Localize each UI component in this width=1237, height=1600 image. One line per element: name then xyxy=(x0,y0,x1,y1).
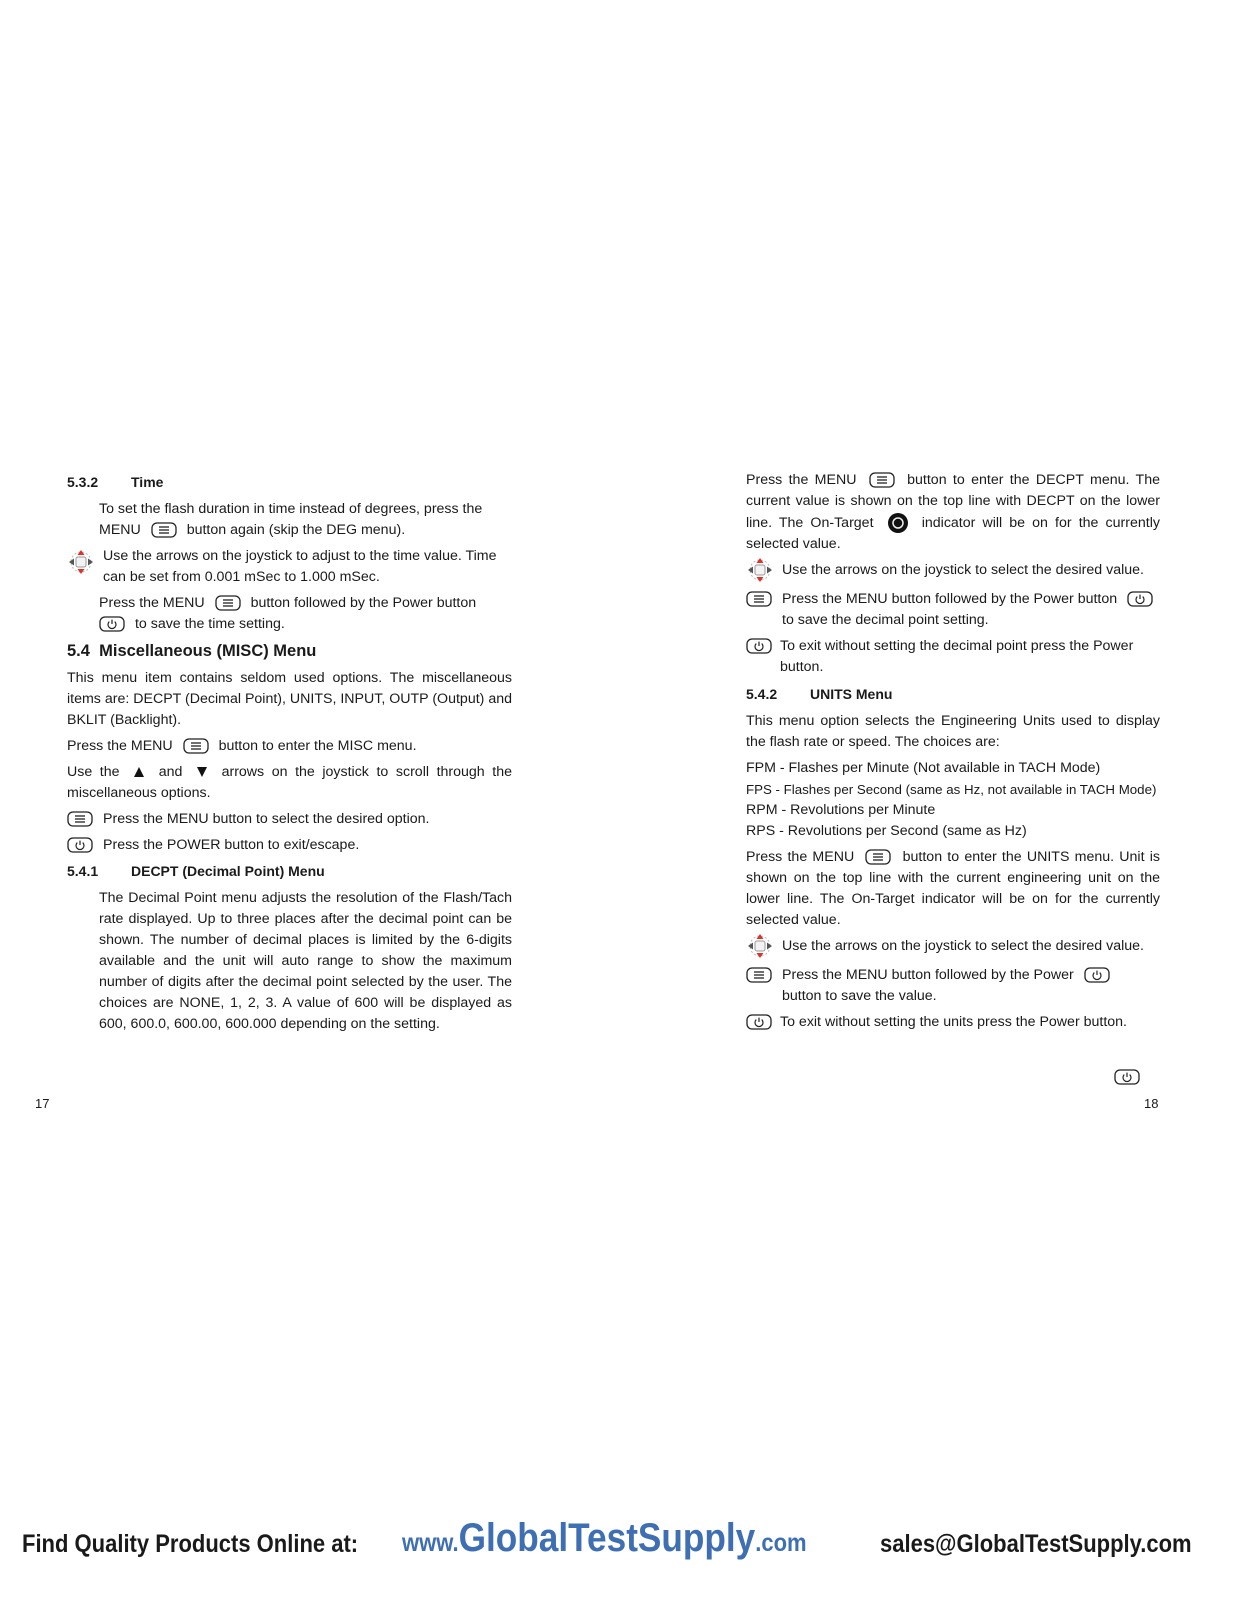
section-number: 5.4.1 xyxy=(67,863,99,879)
menu-save-text-1: Press the MENU button followed by the Power xyxy=(782,967,1074,983)
power-exit-instruction xyxy=(746,1012,1160,1033)
section-5-4-2-heading xyxy=(746,684,1160,705)
menu-button-icon xyxy=(151,522,177,538)
section-title: Time xyxy=(131,474,164,490)
menu-save-text xyxy=(782,589,1160,631)
website-link[interactable] xyxy=(402,1516,807,1561)
time-text-2: MENU xyxy=(99,522,141,538)
save-text-2: button followed by the Power button xyxy=(250,595,477,611)
right-page xyxy=(746,470,1160,1038)
section-5-3-2-heading xyxy=(67,472,512,493)
scroll-text-1: Use the xyxy=(67,764,120,780)
power-exit-instruction xyxy=(67,835,512,856)
power-exit-text: Press the POWER button to exit/escape. xyxy=(103,837,360,853)
menu-button-icon xyxy=(67,811,93,827)
menu-save-text xyxy=(782,965,1160,1007)
menu-save-instruction xyxy=(746,589,1160,631)
decpt-paragraph: The Decimal Point menu adjusts the resolution of the Flash/Tach rate displayed. Up to three places after the decimal point can be shown. The number of decimal places is limited by the 6-digits available and the unit will auto range to show the maximum number of digits after the decimal point selected by the user. The choices are NONE, 1, 2, 3. A value of 600 will be displayed as 600, 600.0, 600.00, 600.000 depending on the setting. xyxy=(99,890,512,1032)
enter-decpt-text-1: Press the MENU xyxy=(746,472,857,488)
enter-units-paragraph xyxy=(746,847,1160,931)
menu-select-text: Press the MENU button to select the desired option. xyxy=(103,811,430,827)
power-button-icon xyxy=(1127,591,1153,607)
scroll-paragraph xyxy=(67,762,512,804)
section-title: UNITS Menu xyxy=(810,686,893,702)
scroll-text-3: arrows on the joystick to scroll through the miscellaneous options. xyxy=(67,764,512,801)
enter-misc-paragraph xyxy=(67,736,512,757)
page-number-right: 18 xyxy=(1144,1096,1159,1111)
enter-misc-text-1: Press the MENU xyxy=(67,738,173,754)
misc-intro-paragraph: This menu item contains seldom used options. The miscellaneous items are: DECPT (Decimal Point), UNITS, INPUT, OUTP (Output) and BKLIT (Backlight). xyxy=(67,670,512,728)
joystick-icon xyxy=(67,548,95,576)
email-link[interactable]: sales@GlobalTestSupply.com xyxy=(880,1530,1192,1558)
section-5-4-heading xyxy=(67,641,512,662)
list-item: RPS - Revolutions per Second (same as Hz) xyxy=(746,823,1027,839)
joystick-text: Use the arrows on the joystick to select the desired value. xyxy=(782,938,1144,954)
section-number: 5.4 xyxy=(67,642,90,660)
section-number: 5.3.2 xyxy=(67,474,99,490)
section-5-4-1-heading xyxy=(67,861,512,882)
enter-units-text-1: Press the MENU xyxy=(746,849,855,865)
power-exit-text: To exit without setting the decimal point press the Power button. xyxy=(780,638,1134,675)
menu-select-instruction xyxy=(67,809,512,830)
on-target-indicator-icon xyxy=(887,512,909,534)
footer-label: Find Quality Products Online at: xyxy=(22,1530,359,1558)
time-text-1: To set the flash duration in time instead of degrees, press the xyxy=(99,501,483,517)
list-item: FPM - Flashes per Minute (Not available in TACH Mode) xyxy=(746,760,1101,776)
menu-save-instruction xyxy=(746,965,1160,1007)
save-time-paragraph xyxy=(99,593,512,635)
joystick-text: Use the arrows on the joystick to adjust to the time value. Time can be set from 0.001 mSec to 1.000 mSec. xyxy=(103,548,497,585)
enter-decpt-text-3: indicator will be on for the currently selected value. xyxy=(746,514,1160,552)
enter-decpt-text-2: button to enter the DECPT menu. The current value is shown on the top line with DECPT on the lower line. The On-Target xyxy=(746,472,1160,531)
power-button-icon xyxy=(746,638,772,654)
menu-button-icon xyxy=(865,849,891,865)
site-name: GlobalTestSupply xyxy=(458,1516,756,1560)
save-text-1: Press the MENU xyxy=(99,595,205,611)
enter-units-text-2: button to enter the UNITS menu. Unit is shown on the top line with the current engineering unit on the lower line. The On-Target indicator will be on for the currently selected value. xyxy=(746,849,1160,928)
list-item: RPM - Revolutions per Minute xyxy=(746,802,936,818)
left-page xyxy=(67,470,512,1040)
site-prefix: www. xyxy=(402,1529,459,1557)
joystick-instruction xyxy=(746,560,1160,584)
down-arrow-icon xyxy=(196,766,208,778)
enter-decpt-paragraph xyxy=(746,470,1160,555)
menu-button-icon xyxy=(215,595,241,611)
menu-button-icon xyxy=(183,738,209,754)
power-button-icon xyxy=(1114,1069,1140,1085)
list-item: FPS - Flashes per Second (same as Hz, not available in TACH Mode) xyxy=(746,782,1157,797)
joystick-instruction xyxy=(67,546,512,588)
scroll-text-2: and xyxy=(158,764,183,780)
section-title: Miscellaneous (MISC) Menu xyxy=(99,642,317,660)
units-intro-paragraph: This menu option selects the Engineering Units used to display the flash rate or speed. The choices are: xyxy=(746,713,1160,750)
joystick-icon xyxy=(746,556,774,584)
power-button-icon xyxy=(67,837,93,853)
save-text-3: to save the time setting. xyxy=(134,616,285,632)
menu-button-icon xyxy=(746,967,772,983)
menu-button-icon xyxy=(869,472,895,488)
site-suffix: .com xyxy=(755,1529,807,1557)
time-paragraph xyxy=(99,499,512,541)
power-button-icon xyxy=(1084,967,1110,983)
joystick-instruction xyxy=(746,936,1160,960)
units-list xyxy=(746,758,1160,842)
section-number: 5.4.2 xyxy=(746,686,778,702)
menu-save-text-2: to save the decimal point setting. xyxy=(782,612,989,628)
time-text-3: button again (skip the DEG menu). xyxy=(186,522,406,538)
footer-banner xyxy=(0,1512,1237,1572)
section-title: DECPT (Decimal Point) Menu xyxy=(131,863,325,879)
joystick-icon xyxy=(746,932,774,960)
power-exit-instruction xyxy=(746,636,1160,678)
page-number-left: 17 xyxy=(35,1096,50,1111)
up-arrow-icon xyxy=(133,766,145,778)
menu-button-icon xyxy=(746,591,772,607)
power-button-icon xyxy=(746,1014,772,1030)
menu-save-text-1: Press the MENU button followed by the Power button xyxy=(782,591,1118,607)
menu-save-text-2: button to save the value. xyxy=(782,988,937,1004)
joystick-text: Use the arrows on the joystick to select the desired value. xyxy=(782,562,1144,578)
power-exit-text: To exit without setting the units press the Power button. xyxy=(780,1014,1127,1030)
enter-misc-text-2: button to enter the MISC menu. xyxy=(218,738,417,754)
power-button-icon xyxy=(99,616,125,632)
